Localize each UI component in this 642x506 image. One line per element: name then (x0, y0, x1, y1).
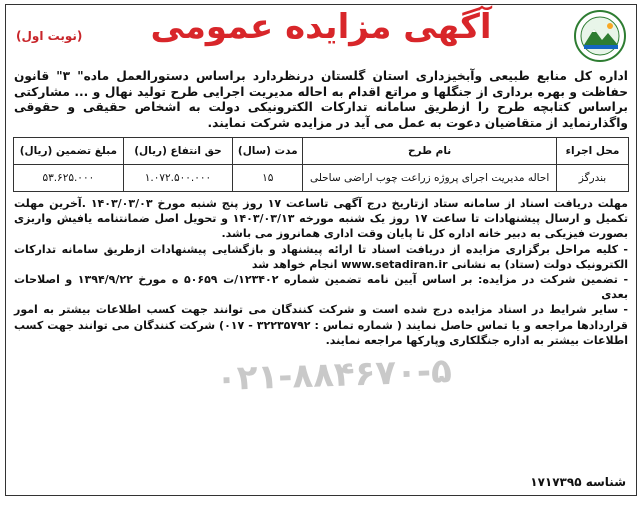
cell-right: ۱.۰۷۲.۵۰۰.۰۰۰ (123, 165, 233, 192)
notice-title: آگهی مزایده عمومی (150, 7, 492, 47)
intro-paragraph: اداره کل منابع طبیعی وآبخیزداری استان گلستان درنظردارد براساس دستورالعمل ماده" ۳" قانون حفاظت و بهره برداری از جنگلها و مراتع اقدام به احاله مدیریت اجرایی طرح تولید نهال و ... مشارکتی براساس کتابچه طرح را ازطریق سامانه تدارکات الکترونیکی دولت به اشخاص حقیقی و حقوقی واگذارنماید از متقاضیان دعوت به عمل می آید در مزایده شرکت نمایند. (14, 69, 628, 130)
notice-header (6, 5, 636, 67)
setad-url-link[interactable]: www.setadiran.ir (341, 257, 448, 271)
natural-resources-logo-icon (572, 9, 628, 63)
setad-paragraph (14, 242, 628, 272)
conditions-paragraph: - سایر شرایط در اسناد مزایده درج شده است و شرکت کنندگان می توانند جهت کسب اطلاعات بیشتر به امور قراردادها مراجعه و یا تماس حاصل نمایند ( شماره تماس : ۳۲۲۳۵۷۹۲ - ۰۱۷) شرکت کنندگان می توانند جهت کسب اطلاعات بیشتر به اداره جنگلکاری وپارکها مراجعه نمایند. (14, 303, 628, 347)
cell-place: بندرگز (556, 165, 628, 192)
cell-duration: ۱۵ (233, 165, 303, 192)
notice-id: شناسه ۱۷۱۷۳۹۵ (530, 475, 626, 489)
header-name: نام طرح (303, 138, 557, 165)
deadline-paragraph: مهلت دریافت اسناد از سامانه ستاد ازتاریخ درج آگهی تاساعت ۱۷ روز پنج شنبه مورخ ۱۴۰۳/۰۳/۰۳ .آخرین مهلت تکمیل و ارسال پیشنهادات تا ساعت ۱۷ روز یک شنبه مورخه ۱۴۰۳/۰۳/۱۳ و تحویل اصل ضمانتنامه یافیش واریزی بصورت فیزیکی به دبیر خانه اداره کل تا پایان وقت اداری همانروز می باشد. (14, 197, 629, 241)
header-right: حق انتفاع (ریال) (123, 138, 233, 165)
header-bail: مبلغ تضمین (ریال) (14, 138, 124, 165)
notice-body (6, 192, 636, 348)
header-duration: مدت (سال) (233, 138, 303, 165)
cell-name: احاله مدیریت اجرای پروژه زراعت چوب اراضی ساحلی (303, 165, 557, 192)
header-place: محل اجراء (556, 138, 628, 165)
guarantee-paragraph: - تضمین شرکت در مزایده: بر اساس آیین نامه تضمین شماره ۱۲۳۴۰۲/ت ۵۰۶۵۹ ه مورخ ۱۳۹۴/۹/۲۲ و اصلاحات بعدی (14, 273, 629, 302)
table-header-row (14, 138, 629, 165)
cell-bail: ۵۳.۶۲۵.۰۰۰ (14, 165, 124, 192)
turn-label: (نوبت اول) (16, 29, 83, 43)
setad-text-after: انجام خواهد شد (251, 257, 338, 271)
setad-text-before: - کلیه مراحل برگزاری مزایده از دریافت اسناد تا ارائه پیشنهاد و بازگشایی پیشنهادات ازطریق سامانه تدارکات الکترونیک دولت (ستاد) به نشانی (14, 242, 628, 271)
notice-page (5, 4, 637, 496)
phone-watermark: ۰۲۱-۸۸۴۶۷۰-۵ (215, 350, 453, 400)
table-row (14, 165, 629, 192)
auction-items-table (13, 137, 629, 192)
